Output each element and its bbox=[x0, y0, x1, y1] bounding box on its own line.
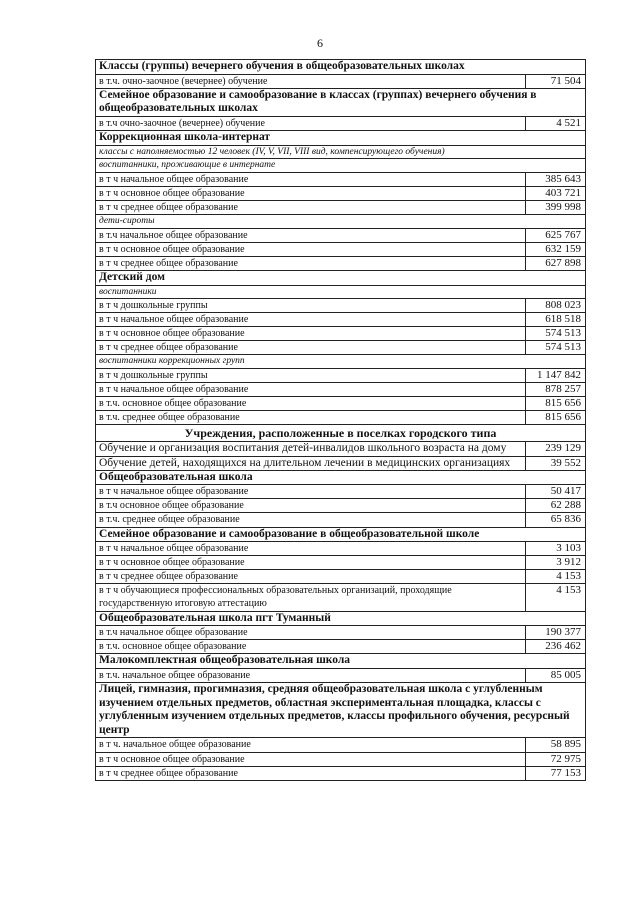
row-label: в т ч основное общее образование bbox=[96, 556, 526, 570]
table-row bbox=[96, 186, 586, 200]
row-value: 77 153 bbox=[526, 766, 586, 780]
table-row bbox=[96, 640, 586, 654]
table-row bbox=[96, 172, 586, 186]
table-row bbox=[96, 242, 586, 256]
table-row bbox=[96, 654, 586, 669]
row-value: 627 898 bbox=[526, 256, 586, 270]
section-heading: Общеобразовательная школа пгт Туманный bbox=[96, 611, 586, 626]
row-label: в т ч. начальное общее образование bbox=[96, 738, 526, 752]
table-row bbox=[96, 313, 586, 327]
page-number: 6 bbox=[317, 36, 323, 50]
table-row bbox=[96, 130, 586, 145]
section-heading: Детский дом bbox=[96, 270, 586, 285]
tariff-table bbox=[95, 59, 586, 781]
table-row bbox=[96, 766, 586, 780]
table-row bbox=[96, 145, 586, 159]
row-label: Обучение детей, находящихся на длительном лечении в медицинских организациях bbox=[96, 456, 526, 470]
section-heading: Семейное образование и самообразование в классах (группах) вечернего обучения в общеобразовательных школах bbox=[96, 88, 586, 116]
table-row bbox=[96, 499, 586, 513]
table-row bbox=[96, 570, 586, 584]
row-label: в т ч обучающиеся профессиональных образовательных организаций, проходящие государственную итоговую аттестацию bbox=[96, 584, 526, 611]
row-label: в т ч основное общее образование bbox=[96, 752, 526, 766]
row-label: в т.ч. основное общее образование bbox=[96, 640, 526, 654]
subgroup-label: дети-сироты bbox=[96, 215, 586, 229]
row-value: 236 462 bbox=[526, 640, 586, 654]
row-value: 50 417 bbox=[526, 485, 586, 499]
row-label: в т.ч. основное общее образование bbox=[96, 397, 526, 411]
row-label: в т.ч начальное общее образование bbox=[96, 626, 526, 640]
table-row bbox=[96, 200, 586, 214]
row-value: 625 767 bbox=[526, 228, 586, 242]
row-value: 403 721 bbox=[526, 186, 586, 200]
row-value: 815 656 bbox=[526, 411, 586, 425]
row-value: 632 159 bbox=[526, 242, 586, 256]
row-label: в т.ч. начальное общее образование bbox=[96, 668, 526, 682]
row-value: 878 257 bbox=[526, 383, 586, 397]
table-row bbox=[96, 542, 586, 556]
table-row bbox=[96, 383, 586, 397]
row-label: в т.ч. очно-заочное (вечернее) обучение bbox=[96, 74, 526, 88]
row-value: 72 975 bbox=[526, 752, 586, 766]
row-label: в т ч среднее общее образование bbox=[96, 570, 526, 584]
row-label: в т.ч очно-заочное (вечернее) обучение bbox=[96, 116, 526, 130]
table-row bbox=[96, 683, 586, 738]
table-row bbox=[96, 74, 586, 88]
section-heading: Классы (группы) вечернего обучения в общеобразовательных школах bbox=[96, 60, 586, 75]
row-label: в т ч среднее общее образование bbox=[96, 256, 526, 270]
table-row bbox=[96, 425, 586, 442]
row-value: 239 129 bbox=[526, 442, 586, 456]
row-value: 58 895 bbox=[526, 738, 586, 752]
table-row bbox=[96, 752, 586, 766]
row-value: 815 656 bbox=[526, 397, 586, 411]
table-row bbox=[96, 668, 586, 682]
row-value: 574 513 bbox=[526, 327, 586, 341]
table-row bbox=[96, 215, 586, 229]
row-label: в т ч начальное общее образование bbox=[96, 485, 526, 499]
row-value: 85 005 bbox=[526, 668, 586, 682]
row-label: в т.ч начальное общее образование bbox=[96, 228, 526, 242]
row-label: в т ч среднее общее образование bbox=[96, 341, 526, 355]
row-label: в т ч начальное общее образование bbox=[96, 383, 526, 397]
row-label: Обучение и организация воспитания детей-инвалидов школьного возраста на дому bbox=[96, 442, 526, 456]
row-label: в т ч дошкольные группы bbox=[96, 369, 526, 383]
row-label: в т ч начальное общее образование bbox=[96, 542, 526, 556]
table-row bbox=[96, 327, 586, 341]
table-row bbox=[96, 159, 586, 173]
table-row bbox=[96, 626, 586, 640]
section-heading: Малокомплектная общеобразовательная школа bbox=[96, 654, 586, 669]
row-value: 1 147 842 bbox=[526, 369, 586, 383]
table-row bbox=[96, 116, 586, 130]
section-heading: Лицей, гимназия, прогимназия, средняя общеобразовательная школа с углубленным изучением отдельных предметов, областная экспериментальная площадка, классы с углубленным изучением отдельных предметов, классы профильного обучения, ресурсный центр bbox=[96, 683, 586, 738]
row-label: в т ч основное общее образование bbox=[96, 327, 526, 341]
row-value: 618 518 bbox=[526, 313, 586, 327]
row-label: в т ч основное общее образование bbox=[96, 186, 526, 200]
row-value: 65 836 bbox=[526, 513, 586, 527]
row-label: в т ч начальное общее образование bbox=[96, 172, 526, 186]
table-row bbox=[96, 442, 586, 456]
row-label: в т.ч основное общее образование bbox=[96, 499, 526, 513]
subgroup-label: воспитанники bbox=[96, 285, 586, 299]
table-row bbox=[96, 513, 586, 527]
row-value: 3 912 bbox=[526, 556, 586, 570]
row-value: 385 643 bbox=[526, 172, 586, 186]
table-row bbox=[96, 299, 586, 313]
table-row bbox=[96, 556, 586, 570]
row-value: 574 513 bbox=[526, 341, 586, 355]
table-row bbox=[96, 527, 586, 542]
row-value: 4 153 bbox=[526, 584, 586, 611]
row-label: в т.ч. среднее общее образование bbox=[96, 513, 526, 527]
table-row bbox=[96, 456, 586, 470]
table-row bbox=[96, 341, 586, 355]
row-value: 3 103 bbox=[526, 542, 586, 556]
table-row bbox=[96, 256, 586, 270]
section-heading: Общеобразовательная школа bbox=[96, 470, 586, 485]
table-row bbox=[96, 411, 586, 425]
row-label: в т ч основное общее образование bbox=[96, 242, 526, 256]
row-value: 39 552 bbox=[526, 456, 586, 470]
row-value: 190 377 bbox=[526, 626, 586, 640]
table-row bbox=[96, 584, 586, 611]
table-row bbox=[96, 355, 586, 369]
table-row bbox=[96, 397, 586, 411]
table-row bbox=[96, 88, 586, 116]
table-row bbox=[96, 470, 586, 485]
tariff-table-body bbox=[96, 60, 586, 781]
table-row bbox=[96, 60, 586, 75]
table-row bbox=[96, 369, 586, 383]
row-label: в т ч дошкольные группы bbox=[96, 299, 526, 313]
section-heading: Коррекционная школа-интернат bbox=[96, 130, 586, 145]
group-heading: Учреждения, расположенные в поселках городского типа bbox=[96, 425, 586, 442]
table-row bbox=[96, 270, 586, 285]
section-heading: Семейное образование и самообразование в общеобразовательной школе bbox=[96, 527, 586, 542]
table-row bbox=[96, 485, 586, 499]
row-label: в т.ч. среднее общее образование bbox=[96, 411, 526, 425]
table-row bbox=[96, 738, 586, 752]
table-row bbox=[96, 611, 586, 626]
row-value: 4 521 bbox=[526, 116, 586, 130]
subgroup-label: воспитанники, проживающие в интернате bbox=[96, 159, 586, 173]
table-row bbox=[96, 285, 586, 299]
table-row bbox=[96, 228, 586, 242]
row-label: в т ч среднее общее образование bbox=[96, 200, 526, 214]
row-value: 4 153 bbox=[526, 570, 586, 584]
subgroup-label: воспитанники коррекционных групп bbox=[96, 355, 586, 369]
row-label: в т ч начальное общее образование bbox=[96, 313, 526, 327]
row-value: 71 504 bbox=[526, 74, 586, 88]
row-value: 808 023 bbox=[526, 299, 586, 313]
row-value: 62 288 bbox=[526, 499, 586, 513]
subgroup-label: классы с наполняемостью 12 человек (IV, V, VII, VIII вид, компенсирующего обучения) bbox=[96, 145, 586, 159]
row-value: 399 998 bbox=[526, 200, 586, 214]
row-label: в т ч среднее общее образование bbox=[96, 766, 526, 780]
